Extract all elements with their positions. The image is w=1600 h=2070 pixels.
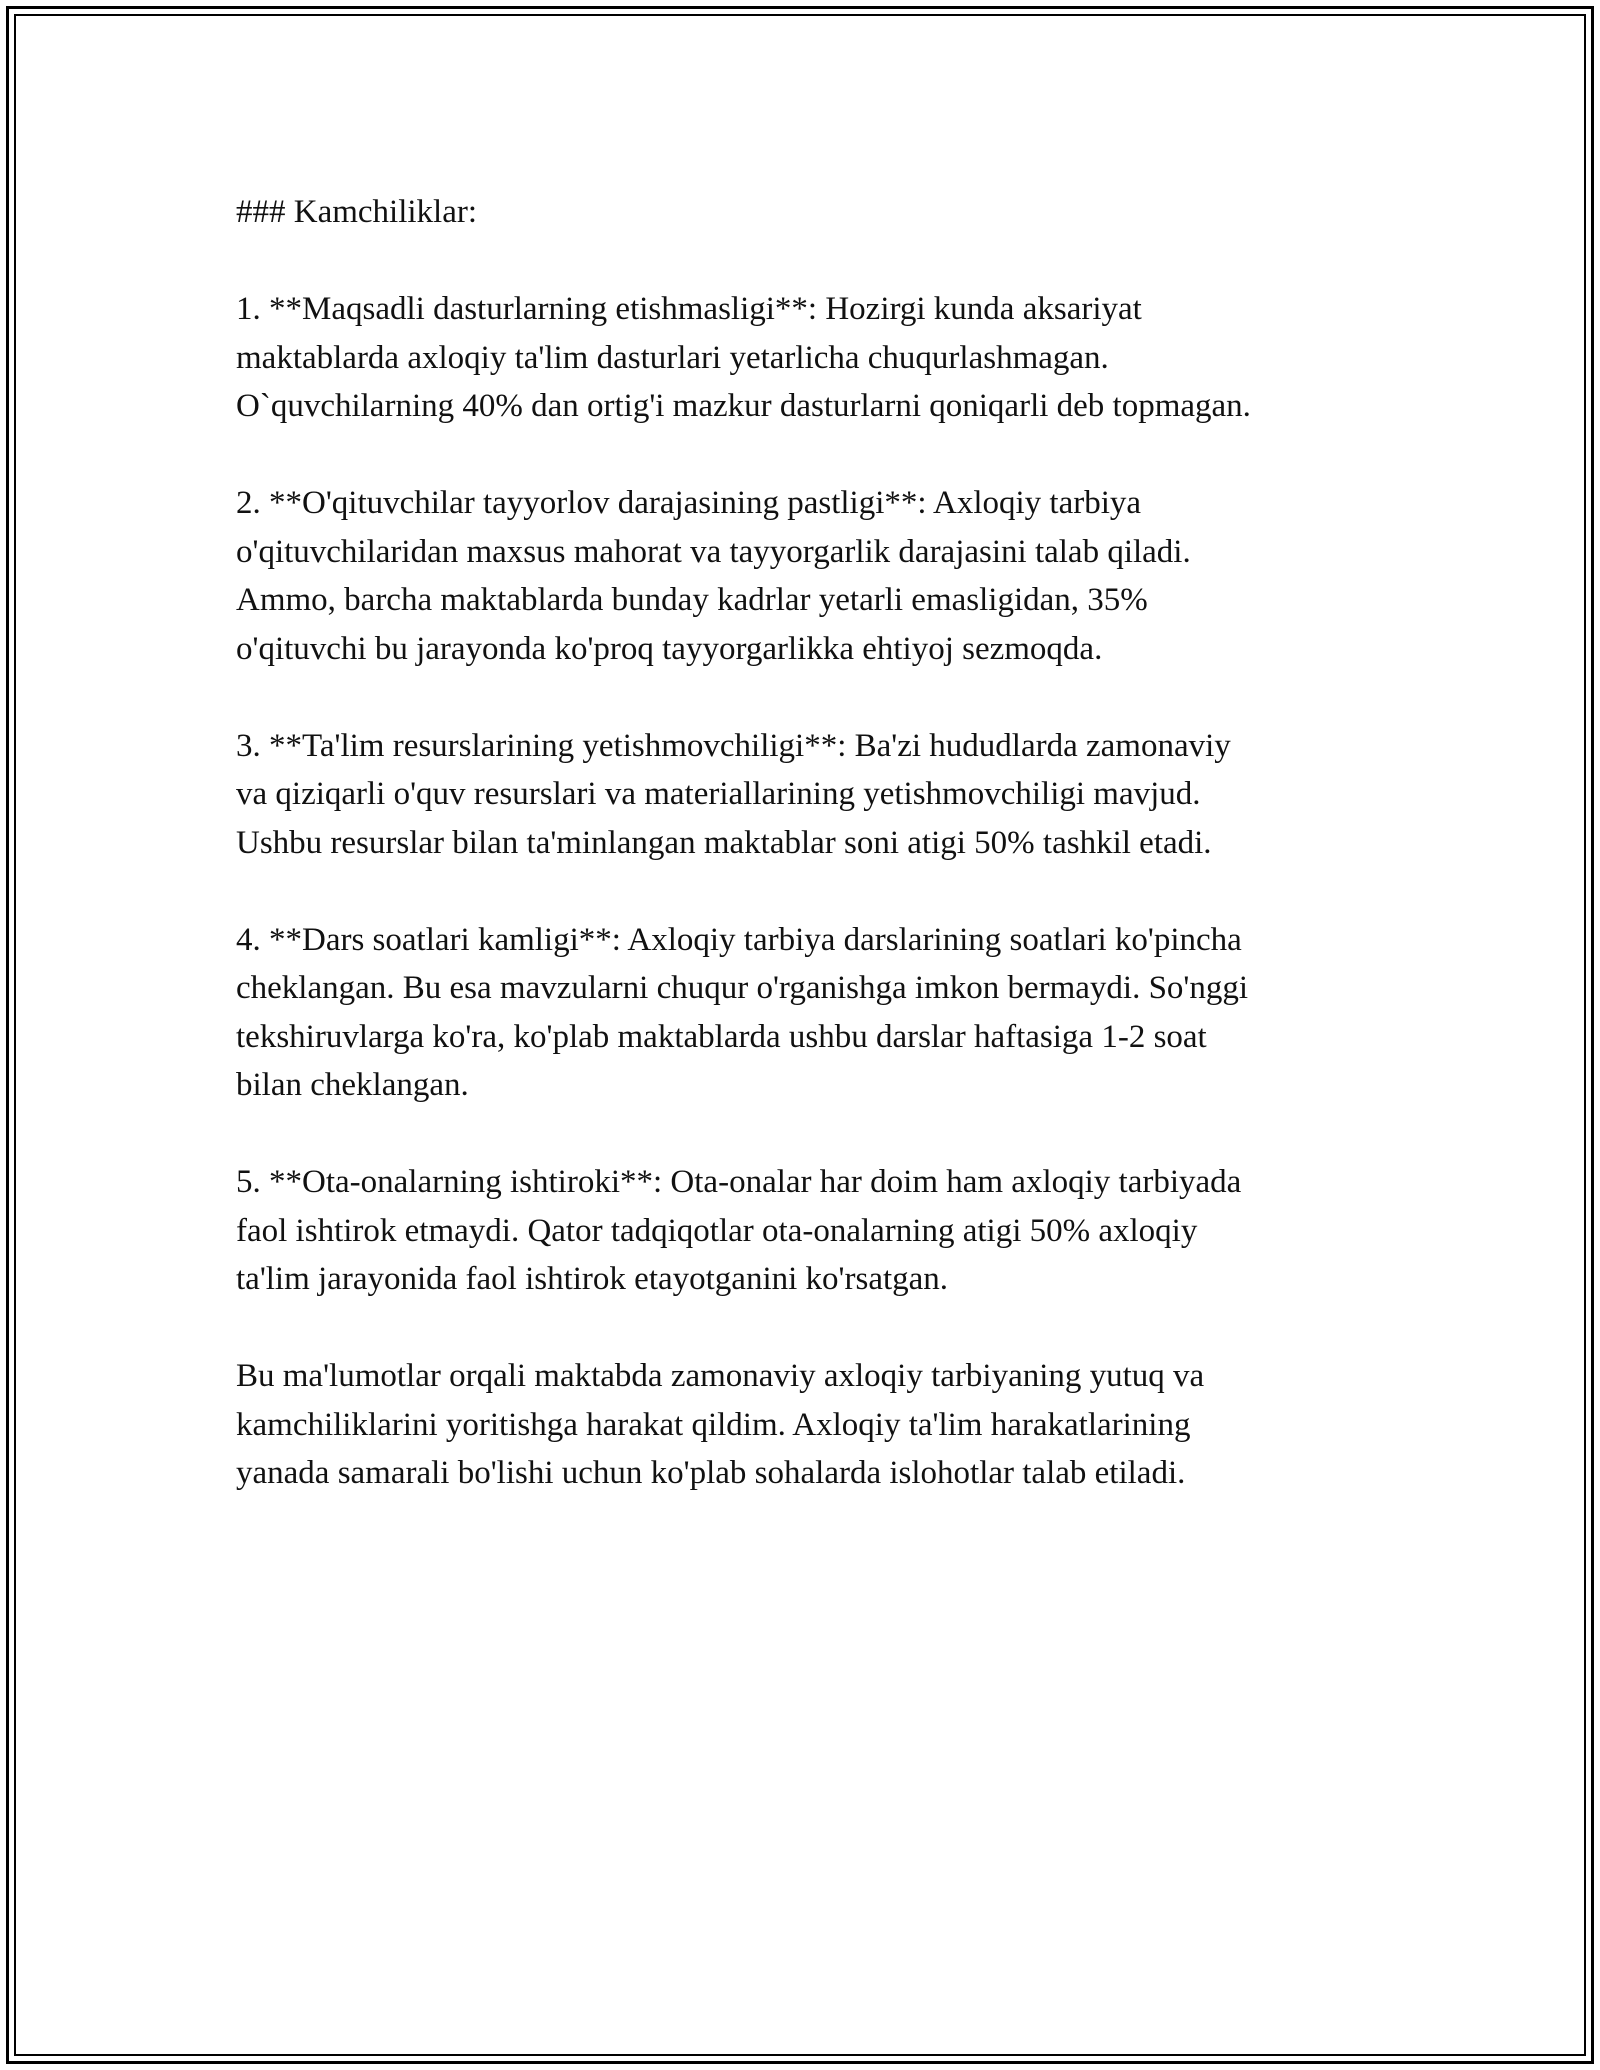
item-line: o'qituvchilaridan maxsus mahorat va tayyorgarlik darajasini talab qiladi.	[236, 533, 1191, 570]
item-line: bilan cheklangan.	[236, 1067, 469, 1103]
item-line: ta'lim jarayonida faol ishtirok etayotganini ko'rsatgan.	[236, 1261, 949, 1297]
item-line: 1. **Maqsadli dasturlarning etishmasligi**: Hozirgi kunda aksariyat	[236, 291, 1142, 327]
item-line: tekshiruvlarga ko'ra, ko'plab maktablarda ushbu darslar haftasiga 1-2 soat	[236, 1018, 1207, 1055]
list-item	[236, 916, 1396, 1110]
document-body	[236, 188, 1396, 1546]
list-item	[236, 285, 1396, 431]
item-line: 4. **Dars soatlari kamligi**: Axloqiy tarbiya darslarining soatlari ko'pincha	[236, 921, 1242, 958]
heading-text: ### Kamchiliklar:	[236, 194, 478, 230]
item-line: 3. **Ta'lim resurslarining yetishmovchiligi**: Ba'zi hududlarda zamonaviy	[236, 727, 1231, 764]
conclusion-line: yanada samarali bo'lishi uchun ko'plab sohalarda islohotlar talab etiladi.	[236, 1455, 1186, 1491]
item-line: Ushbu resurslar bilan ta'minlangan maktablar soni atigi 50% tashkil etadi.	[236, 824, 1212, 861]
item-line: Ammo, barcha maktablarda bunday kadrlar yetarli emasligidan, 35%	[236, 582, 1148, 618]
item-line: va qiziqarli o'quv resurslari va materiallarining yetishmovchiligi mavjud.	[236, 776, 1201, 812]
item-line: faol ishtirok etmaydi. Qator tadqiqotlar ota-onalarning atigi 50% axloqiy	[236, 1212, 1198, 1249]
list-item	[236, 479, 1396, 673]
item-line: o'qituvchi bu jarayonda ko'proq tayyorgarlikka ehtiyoj sezmoqda.	[236, 630, 1103, 667]
conclusion-paragraph	[236, 1352, 1396, 1498]
item-line: 2. **O'qituvchilar tayyorlov darajasining pastligi**: Axloqiy tarbiya	[236, 485, 1142, 521]
conclusion-line: kamchiliklarini yoritishga harakat qildim. Axloqiy ta'lim harakatlarining	[236, 1406, 1191, 1443]
section-heading	[236, 188, 1396, 237]
item-line: maktablarda axloqiy ta'lim dasturlari yetarlicha chuqurlashmagan.	[236, 339, 1109, 376]
conclusion-line: Bu ma'lumotlar orqali maktabda zamonaviy axloqiy tarbiyaning yutuq va	[236, 1358, 1205, 1394]
item-line: 5. **Ota-onalarning ishtiroki**: Ota-onalar har doim ham axloqiy tarbiyada	[236, 1164, 1242, 1200]
list-item	[236, 722, 1396, 868]
list-item	[236, 1158, 1396, 1304]
item-line: O`quvchilarning 40% dan ortig'i mazkur dasturlarni qoniqarli deb topmagan.	[236, 388, 1251, 424]
item-line: cheklangan. Bu esa mavzularni chuqur o'rganishga imkon bermaydi. So'nggi	[236, 970, 1249, 1006]
